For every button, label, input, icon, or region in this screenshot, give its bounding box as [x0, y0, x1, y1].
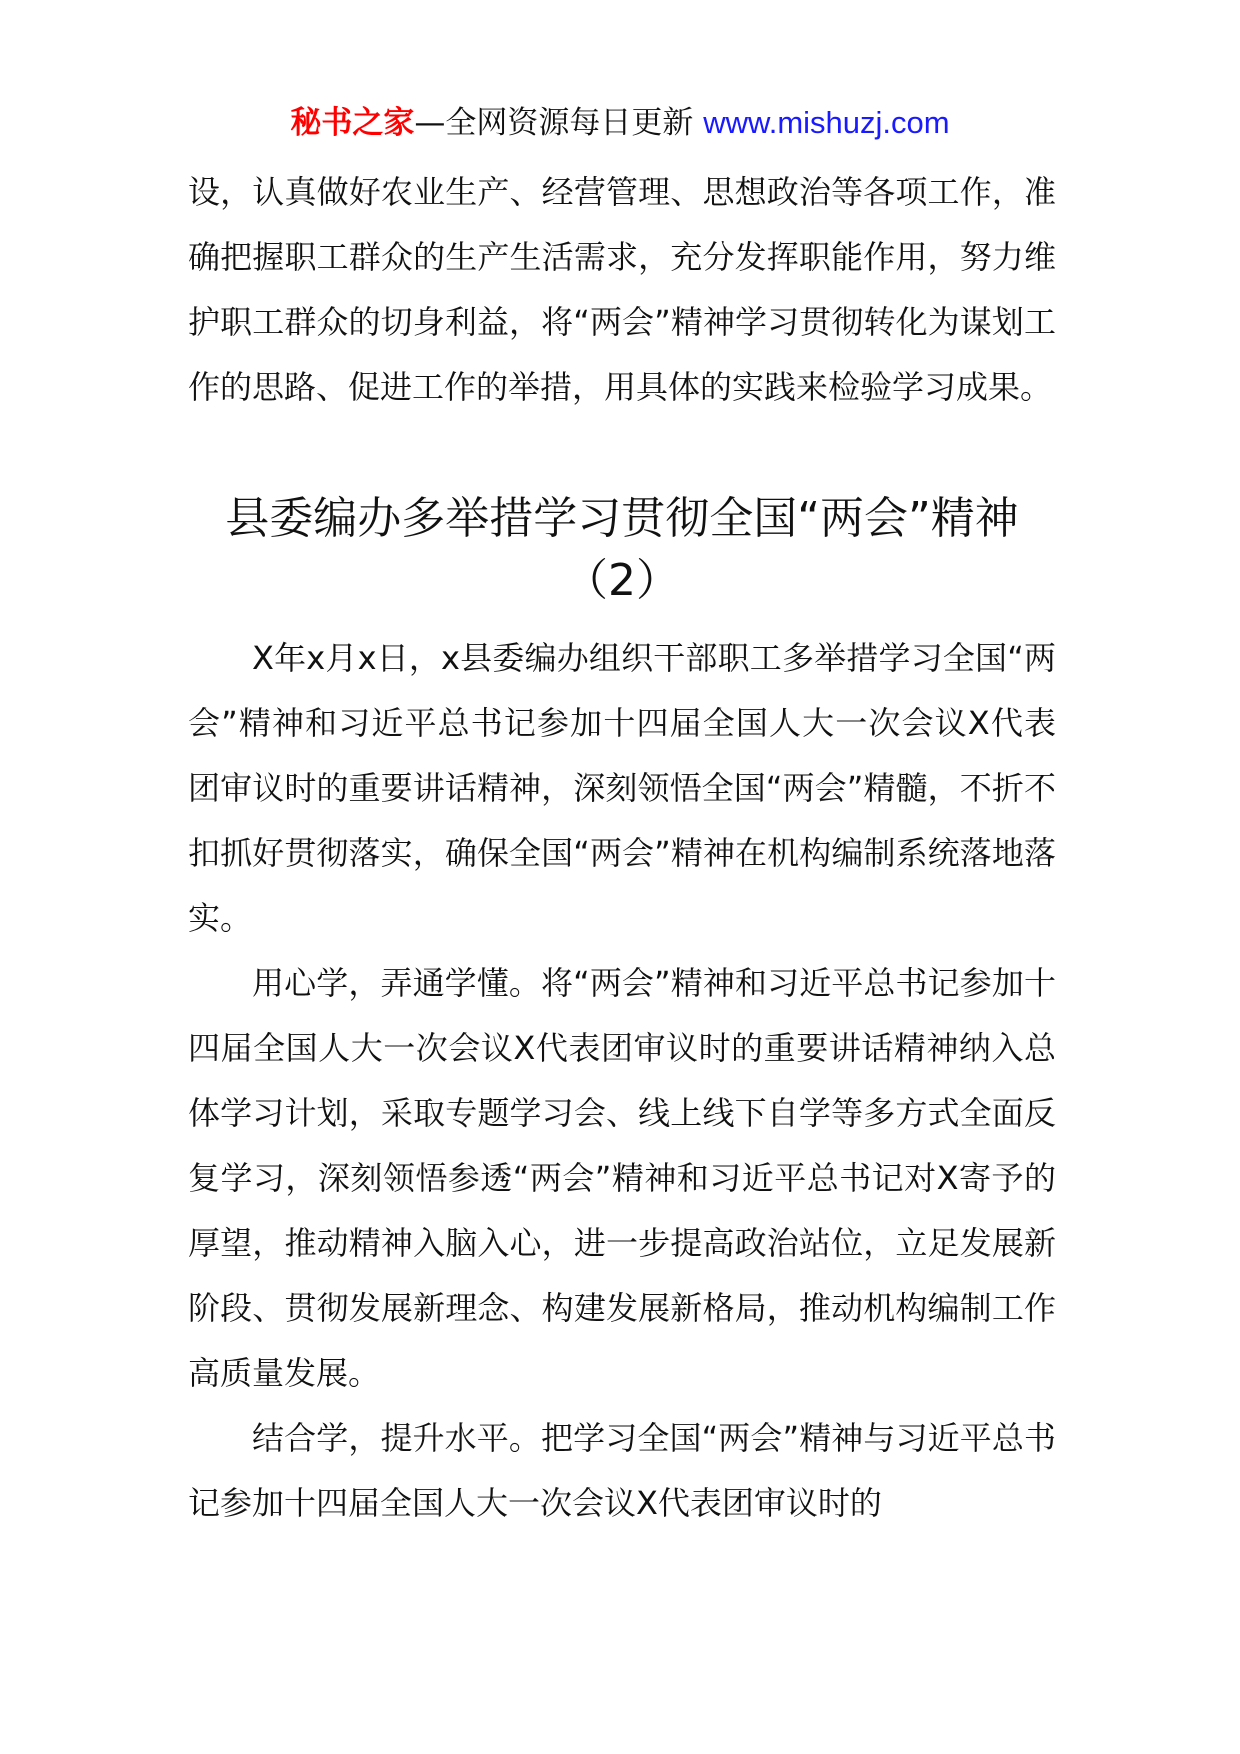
header-slogan: —全网资源每日更新 — [414, 105, 704, 141]
article-title: 县委编办多举措学习贯彻全国“两会”精神（2） — [225, 493, 1019, 606]
page-header — [0, 100, 1240, 146]
body-paragraph-1: X年x月x日，x县委编办组织干部职工多举措学习全国“两会”精神和习近平总书记参加十四届全国人大一次会议X代表团审议时的重要讲话精神，深刻领悟全国“两会”精髓，不折不扣抓好贯彻落实，确保全国“两会”精神在机构编制系统落地落实。 — [188, 639, 1056, 937]
body-paragraph-2: 用心学，弄通学懂。将“两会”精神和习近平总书记参加十四届全国人大一次会议X代表团审议时的重要讲话精神纳入总体学习计划，采取专题学习会、线上线下自学等多方式全面反复学习，深刻领悟参透“两会”精神和习近平总书记对X寄予的厚望，推动精神入脑入心，进一步提高政治站位，立足发展新阶段、贯彻发展新理念、构建发展新格局，推动机构编制工作高质量发展。 — [188, 964, 1056, 1392]
website-link[interactable]: www.mishuzj.com — [703, 105, 950, 140]
body-paragraph-3: 结合学，提升水平。把学习全国“两会”精神与习近平总书记参加十四届全国人大一次会议X代表团审议时的 — [188, 1419, 1056, 1522]
brand-name: 秘书之家 — [290, 105, 415, 141]
document-body — [188, 160, 1056, 1536]
continuation-paragraph: 设，认真做好农业生产、经营管理、思想政治等各项工作，准确把握职工群众的生产生活需求，充分发挥职能作用，努力维护职工群众的切身利益，将“两会”精神学习贯彻转化为谋划工作的思路、促进工作的举措，用具体的实践来检验学习成果。 — [188, 173, 1056, 406]
